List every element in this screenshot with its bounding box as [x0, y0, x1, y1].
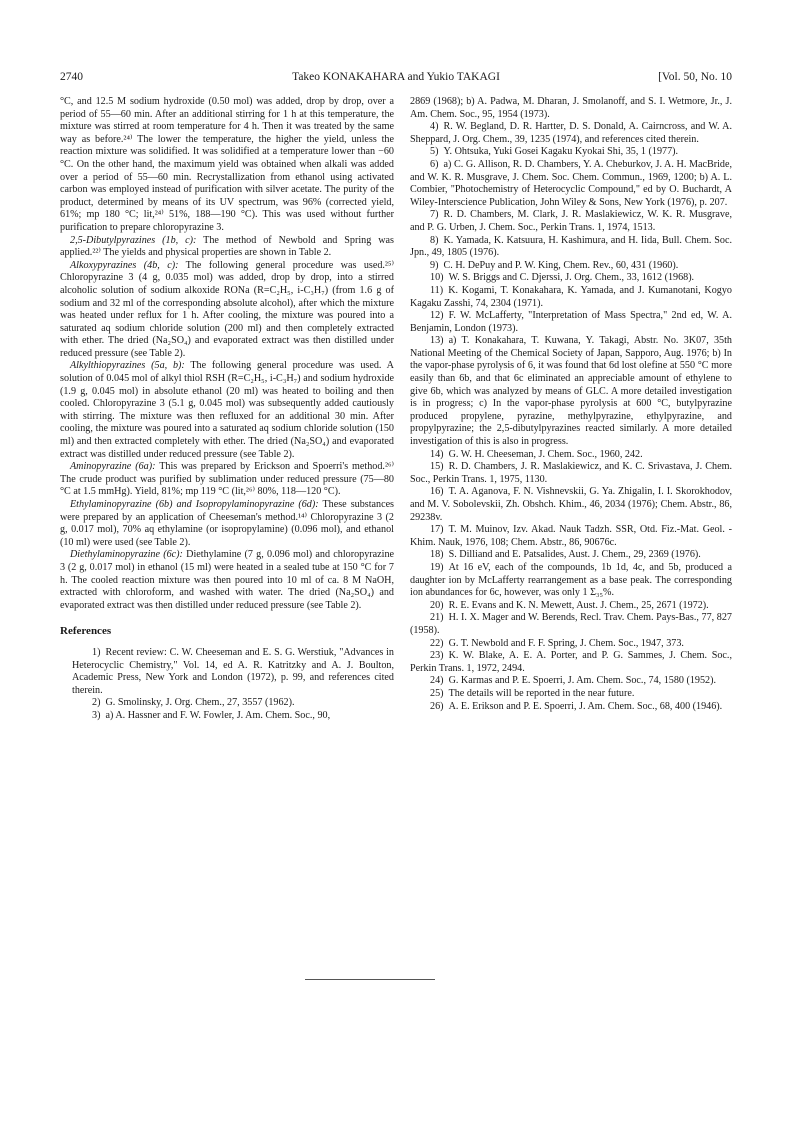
reference-item	[398, 335, 732, 448]
reference-text: R. D. Chambers, J. R. Maslakiewicz, and K. C. Srivastava, J. Chem. Soc., Perkin Trans. 1, 1975, 1130.	[410, 461, 732, 485]
reference-text: G. Karmas and P. E. Spoerri, J. Am. Chem. Soc., 74, 1580 (1952).	[448, 675, 717, 687]
reference-number: 24)	[430, 675, 444, 687]
reference-number: 10)	[430, 272, 444, 284]
paragraph-text: The following general procedure was used.²⁵⁾ Chloropyrazine 3 (4 g, 0.035 mol) was added, drop by drop, into a stirred alcoholic solution of sodium alkoxide RONa (R=C₂H₅, i-C₃H₇) (from 1.6 g of sodium and 32 ml of the corresponding absolute alcohol), after which the mixture was heated under reflux for 1 h. After cooling, the mixture was poured into a saturated aq sodium chloride solution (200 ml) and then completely extracted with ether. The dried (Na₂SO₄) and evaporated extract was then distilled under reduced pressure (see Table 2).	[60, 259, 394, 359]
reference-text: A. E. Erikson and P. E. Spoerri, J. Am. Chem. Soc., 68, 400 (1946).	[448, 700, 723, 712]
reference-text: F. W. McLafferty, "Interpretation of Mass Spectra," 2nd ed, W. A. Benjamin, London (1973).	[410, 310, 732, 334]
left-column	[60, 96, 394, 723]
compound-heading: 2,5-Dibutylpyrazines (1b, c):	[70, 234, 197, 246]
paragraph-text: This was prepared by Erickson and Spoerri's method.²⁶⁾ The crude product was purified by sublimation under reduced pressure (75—80 °C at 1.5 mmHg). Yield, 81%; mp 119 °C (lit,²⁶⁾ 80%, 118—120 °C).	[60, 461, 394, 498]
paragraph-text: Diethylamine (7 g, 0.096 mol) and chloropyrazine 3 (2 g, 0.017 mol) in ethanol (15 ml) were heated in a sealed tube at 150 °C for 7 h. The cooled reaction mixture was then poured into 10 ml of ca. 8 M NaOH, extracted with chloroform, and washed with water. The dried (Na₂SO₄) and evaporated extract was then distilled under reduced pressure (see Table 2).	[60, 549, 394, 611]
reference-number: 16)	[430, 486, 444, 498]
experimental-paragraph	[60, 360, 394, 461]
reference-number: 17)	[430, 524, 444, 536]
experimental-paragraph	[60, 96, 394, 235]
reference-item	[398, 310, 732, 335]
reference-item	[398, 461, 732, 486]
reference-item	[398, 675, 732, 688]
experimental-paragraph	[60, 260, 394, 361]
compound-heading: Aminopyrazine (6a):	[70, 461, 156, 473]
reference-number: 7)	[430, 209, 439, 221]
reference-item	[398, 612, 732, 637]
reference-number: 4)	[430, 121, 439, 133]
reference-number: 12)	[430, 310, 444, 322]
reference-text: G. Smolinsky, J. Org. Chem., 27, 3557 (1962).	[105, 697, 295, 709]
reference-number: 9)	[430, 259, 439, 271]
reference-number: 20)	[430, 599, 444, 611]
reference-item	[398, 235, 732, 260]
reference-number: 26)	[430, 700, 444, 712]
reference-text: Recent review: C. W. Cheeseman and E. S. G. Werstiuk, "Advances in Heterocyclic Chemistry," Vol. 14, ed A. R. Katritzky and A. J. Boulton, Academic Press, New York and London (1972), p. 99, and references cited therein.	[72, 646, 394, 696]
paragraph-text: °C, and 12.5 M sodium hydroxide (0.50 mol) was added, drop by drop, over a period of 55—60 min. After an additional stirring for 1 h at this temperature, the mixture was stirred at room temperature for 4 h. Then it was treated by the same way as before.²⁴⁾ The lower the temperature, the higher the yield, unless the reaction mixture was solidified. It was solidified at a temperature lower than −60 °C. On the other hand, the maximum yield was obtained when alkali was added over a period of 55—60 min. Recrystallization from ethanol using activated carbon was employed instead of purification with silver acetate. The purity of the product, determined by means of its UV spectrum, was 96% (corrected yield, 61%; mp 180 °C; lit,²⁴⁾ 51%, 188—190 °C). This was used without further purification to prepare chloropyrazine 3.	[60, 96, 394, 233]
reference-number: 22)	[430, 637, 444, 649]
reference-item	[398, 688, 732, 701]
reference-text: S. Dilliand and E. Patsalides, Aust. J. Chem., 29, 2369 (1976).	[448, 549, 701, 561]
compound-heading: Ethylaminopyrazine (6b) and Isopropylaminopyrazine (6d):	[70, 499, 319, 510]
reference-number: 2)	[92, 697, 101, 709]
reference-text: G. T. Newbold and F. F. Spring, J. Chem. Soc., 1947, 373.	[448, 637, 684, 649]
reference-text: R. W. Begland, D. R. Hartter, D. S. Donald, A. Cairncross, and W. A. Sheppard, J. Org. Chem., 39, 1235 (1974), and references cited therein.	[410, 121, 732, 145]
experimental-paragraph	[60, 499, 394, 549]
reference-text: K. W. Blake, A. E. A. Porter, and P. G. Sammes, J. Chem. Soc., Perkin Trans. 1, 1972, 2494.	[410, 650, 732, 674]
reference-text: C. H. DePuy and P. W. King, Chem. Rev., 60, 431 (1960).	[443, 259, 679, 271]
reference-text: Y. Ohtsuka, Yuki Gosei Kagaku Kyokai Shi, 35, 1 (1977).	[443, 146, 679, 158]
volume-info: [Vol. 50, No. 10	[658, 71, 732, 83]
compound-heading: Alkylthiopyrazines (5a, b):	[70, 360, 185, 372]
reference-number: 11)	[430, 284, 444, 296]
reference-text: a) T. Konakahara, T. Kuwana, Y. Takagi, Abstr. No. 3K07, 35th National Meeting of the Chemical Society of Japan, Sapporo, Aug. 1976; b) In the vapor-phase pyrolysis of 6, it was found that 6d lost olefine at 550 °C more easily than 6b, and that 6c eliminated an appreciable amount of ethylene to give 6b, which was analyzed by means of GLC. A more detailed investigation is in progress; c) In the vapor-phase pyrolysis at 600 °C, butylpyrazine produced propylene, pyrazine, methylpyrazine, ethylpyrazine, and propylpyrazine; the 2,5-dibutylpyrazines reacted similarly. A more detailed investigation of this is also in progress.	[410, 335, 732, 448]
reference-text: R. D. Chambers, M. Clark, J. R. Maslakiewicz, W. K. R. Musgrave, and P. G. Urben, J. Chem. Soc., Perkin Trans. 1, 1974, 1513.	[410, 209, 732, 233]
reference-item	[398, 486, 732, 524]
reference-number: 15)	[430, 461, 444, 473]
paragraph-text: These substances were prepared by an application of Cheeseman's method.¹⁴⁾ Chloropyrazine 3 (2 g, 0.017 mol), 70% aq ethylamine (or isopropylamine) (0.096 mol), and ethanol (10 ml) were used (see Table 2).	[60, 499, 394, 548]
experimental-paragraph	[60, 549, 394, 612]
running-title-authors: Takeo KONAKAHARA and Yukio TAKAGI	[292, 71, 500, 83]
reference-item	[60, 697, 394, 710]
reference-item	[398, 260, 732, 273]
reference-text: W. S. Briggs and C. Djerssi, J. Org. Chem., 33, 1612 (1968).	[448, 272, 695, 284]
reference-item	[398, 600, 732, 613]
reference-item	[398, 96, 732, 121]
reference-number: 3)	[92, 709, 101, 721]
reference-item	[398, 650, 732, 675]
reference-text: H. I. X. Mager and W. Berends, Recl. Trav. Chem. Pays-Bas., 77, 827 (1958).	[410, 612, 732, 636]
reference-item	[398, 272, 732, 285]
reference-number: 19)	[430, 561, 444, 573]
footer-rule	[305, 979, 435, 980]
reference-number: 1)	[92, 646, 101, 658]
reference-item	[398, 701, 732, 714]
compound-heading: Diethylaminopyrazine (6c):	[70, 549, 183, 561]
reference-item	[398, 285, 732, 310]
reference-item	[398, 146, 732, 159]
reference-text: The details will be reported in the near future.	[448, 687, 635, 699]
reference-number: 8)	[430, 234, 439, 246]
paragraph-text: The method of Newbold and Spring was applied.²²⁾ The yields and physical properties are shown in Table 2.	[60, 234, 394, 259]
reference-number: 5)	[430, 146, 439, 158]
reference-number: 18)	[430, 549, 444, 561]
reference-item	[398, 209, 732, 234]
reference-number: 14)	[430, 448, 444, 460]
reference-item	[398, 121, 732, 146]
compound-heading: Alkoxypyrazines (4b, c):	[70, 259, 179, 271]
references-list-left	[60, 647, 394, 723]
experimental-paragraph	[60, 235, 394, 260]
reference-item	[60, 710, 394, 723]
reference-text: 2869 (1968); b) A. Padwa, M. Dharan, J. Smolanoff, and S. I. Wetmore, Jr., J. Am. Chem. Soc., 95, 1954 (1973).	[410, 96, 732, 120]
experimental-paragraph	[60, 461, 394, 499]
paragraph-text: The following general procedure was used. A solution of 0.045 mol of alkyl thiol RSH (R=C₂H₅, i-C₃H₇) and sodium hydroxide (1.9 g, 0.045 mol) in absolute ethanol (20 ml) was heated to boiling and then cooled. Chloropyrazine 3 (5.1 g, 0.045 mol) was subsequently added cautiously with stirring. The mixture was then refluxed for an additional 30 min. After cooling, the mixture was poured into a saturated aq sodium chloride solution (150 ml) and then extracted completely with ether. The dried (Na₂SO₄) and evaporated extract was distilled under reduced pressure (see Table 2).	[60, 360, 394, 460]
reference-item	[398, 549, 732, 562]
reference-text: At 16 eV, each of the compounds, 1b 1d, 4c, and 5b, produced a daughter ion by McLafferty rearrangement as a base peak. The corresponding ion abundances for 6c, however, was only 1 Σ₃₅%.	[410, 561, 732, 599]
reference-text: K. Yamada, K. Katsuura, H. Kashimura, and H. Iida, Bull. Chem. Soc. Jpn., 49, 1805 (1976).	[410, 234, 732, 259]
reference-number: 13)	[430, 335, 444, 347]
reference-text: T. M. Muinov, Izv. Akad. Nauk Tadzh. SSR, Otd. Fiz.-Mat. Geol. -Khim. Nauk, 1976, 108; Chem. Abstr., 86, 90676c.	[410, 524, 732, 548]
reference-text: K. Kogami, T. Konakahara, K. Yamada, and J. Kumanotani, Kogyo Kagaku Zasshi, 74, 2304 (1971).	[410, 284, 732, 309]
reference-item	[398, 524, 732, 549]
reference-number: 21)	[430, 612, 444, 624]
reference-number: 25)	[430, 687, 444, 699]
reference-text: R. E. Evans and K. N. Mewett, Aust. J. Chem., 25, 2671 (1972).	[448, 599, 709, 611]
reference-item	[398, 449, 732, 462]
reference-item	[60, 647, 394, 697]
references-list-right	[398, 96, 732, 713]
experimental-section	[60, 96, 394, 612]
reference-item	[398, 159, 732, 209]
reference-text: a) C. G. Allison, R. D. Chambers, Y. A. Cheburkov, J. A. H. MacBride, and W. K. R. Musgrave, J. Chem. Soc. Chem. Commun., 1969, 1200; b) A. L. Combier, "Photochemistry of Heterocyclic Compound," ed by O. Buchardt, A Wiley-Interscience Publication, John Wiley & Sons, New York (1976), p. 207.	[410, 158, 732, 208]
reference-item	[398, 562, 732, 600]
reference-text: G. W. H. Cheeseman, J. Chem. Soc., 1960, 242.	[448, 448, 643, 460]
reference-number: 6)	[430, 158, 439, 170]
reference-number: 23)	[430, 650, 444, 662]
reference-text: T. A. Aganova, F. N. Vishnevskii, G. Ya. Zhigalin, I. I. Skorokhodov, and M. V. Sobolevskii, Zh. Obshch. Khim., 46, 2034 (1976); Chem. Abstr., 86, 29238v.	[410, 486, 732, 523]
reference-item	[398, 638, 732, 651]
right-column	[398, 96, 732, 713]
page-number: 2740	[60, 71, 83, 83]
page-header	[60, 71, 732, 87]
reference-text: a) A. Hassner and F. W. Fowler, J. Am. Chem. Soc., 90,	[105, 709, 331, 721]
references-heading: References	[60, 625, 112, 638]
